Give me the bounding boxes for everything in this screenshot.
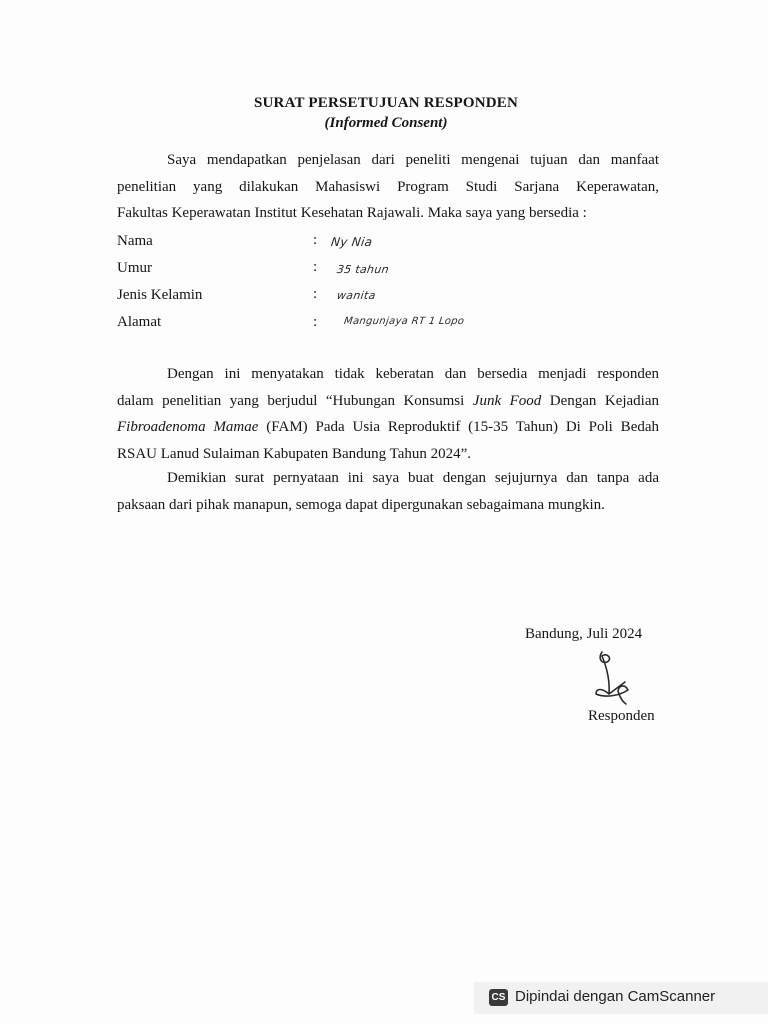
statement-line xyxy=(117,388,659,415)
field-label-jenis-kelamin: Jenis Kelamin xyxy=(117,287,203,303)
statement-italic-term: Fibroadenoma Mamae xyxy=(117,419,259,435)
field-colon: : xyxy=(313,314,318,330)
handwritten-alamat: Mangunjaya RT 1 Lopo xyxy=(343,316,465,327)
handwritten-jenis-kelamin: wanita xyxy=(336,289,377,302)
intro-line: Saya mendapatkan penjelasan dari peneliti mengenai tujuan dan manfaat xyxy=(167,152,659,168)
field-colon: : xyxy=(313,232,318,248)
field-colon: : xyxy=(313,286,318,302)
signature-role: Responden xyxy=(588,708,655,724)
handwritten-nama: Ny Nia xyxy=(330,235,374,249)
statement-line: RSAU Lanud Sulaiman Kabupaten Bandung Tahun 2024”. xyxy=(117,445,472,462)
statement-line xyxy=(117,414,659,441)
closing-line: Demikian surat pernyataan ini saya buat dengan sejujurnya dan tanpa ada xyxy=(167,470,659,486)
closing-paragraph xyxy=(117,465,659,518)
field-label-nama: Nama xyxy=(117,233,153,249)
handwritten-signature xyxy=(588,648,638,706)
closing-line: paksaan dari pihak manapun, semoga dapat dipergunakan sebagaimana mungkin. xyxy=(117,496,605,513)
handwritten-umur: 35 tahun xyxy=(336,263,390,276)
statement-italic-term: Junk Food xyxy=(472,392,542,409)
statement-text: dalam penelitian yang berjudul “Hubungan Konsumsi xyxy=(117,392,473,409)
statement-text: (FAM) Pada Usia Reproduktif (15-35 Tahun) Di Poli Bedah xyxy=(258,419,660,435)
intro-paragraph xyxy=(117,147,659,227)
intro-line: Fakultas Keperawatan Institut Kesehatan Rajawali. Maka saya yang bersedia : xyxy=(117,205,587,221)
document-subtitle: (Informed Consent) xyxy=(324,115,448,131)
camscanner-watermark xyxy=(474,982,768,1014)
intro-line: penelitian yang dilakukan Mahasiswi Program Studi Sarjana Keperawatan, xyxy=(117,178,659,195)
field-colon: : xyxy=(313,259,318,275)
statement-text: Dengan Kejadian xyxy=(541,392,660,409)
watermark-text: Dipindai dengan CamScanner xyxy=(515,988,716,1005)
document-title: SURAT PERSETUJUAN RESPONDEN xyxy=(253,95,519,111)
signature-place-date: Bandung, Juli 2024 xyxy=(525,626,643,642)
camscanner-logo-icon: CS xyxy=(489,989,508,1006)
field-label-alamat: Alamat xyxy=(117,314,162,330)
field-label-umur: Umur xyxy=(117,260,152,276)
statement-paragraph xyxy=(117,361,659,467)
statement-line: Dengan ini menyatakan tidak keberatan dan bersedia menjadi responden xyxy=(167,366,659,382)
